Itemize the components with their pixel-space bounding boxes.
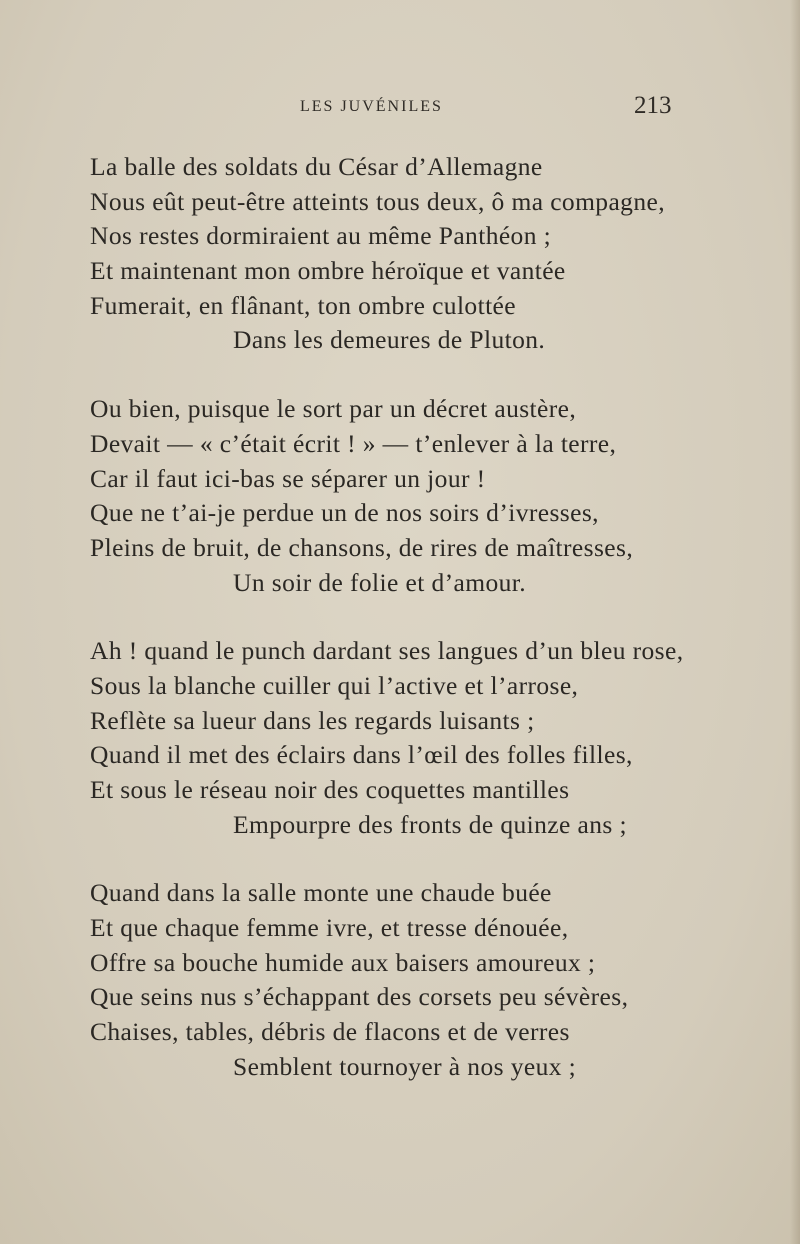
verse-line: Sous la blanche cuiller qui l’active et l’arrose, (90, 670, 579, 700)
verse-line: Chaises, tables, débris de flacons et de verres (90, 1017, 570, 1047)
verse-line: Devait — « c’était écrit ! » — t’enlever à la terre, (90, 428, 617, 458)
verse-line: Ou bien, puisque le sort par un décret austère, (90, 394, 577, 424)
verse-line: Ah ! quand le punch dardant ses langues d’un bleu rose, (90, 636, 684, 666)
verse-line: Quand il met des éclairs dans l’œil des folles filles, (90, 740, 633, 770)
verse-line-indented: Dans les demeures de Pluton. (233, 325, 546, 355)
verse-line-indented: Empourpre des fronts de quinze ans ; (233, 809, 627, 839)
running-title: LES JUVÉNILES (300, 98, 443, 115)
verse-line: Que ne t’ai-je perdue un de nos soirs d’ivresses, (90, 498, 599, 528)
verse-line: Offre sa bouche humide aux baisers amoureux ; (90, 947, 596, 977)
verse-line: Nous eût peut-être atteints tous deux, ô ma compagne, (90, 186, 665, 216)
verse-line: Fumerait, en flânant, ton ombre culottée (90, 290, 516, 320)
verse-line: Que seins nus s’échappant des corsets peu sévères, (90, 982, 629, 1012)
page-number: 213 (634, 92, 672, 119)
verse-line: Et maintenant mon ombre héroïque et vantée (90, 256, 566, 286)
verse-line: Et que chaque femme ivre, et tresse dénouée, (90, 913, 569, 943)
verse-line: Pleins de bruit, de chansons, de rires de maîtresses, (90, 532, 634, 562)
verse-line: Quand dans la salle monte une chaude buée (90, 878, 552, 908)
stanza (90, 150, 770, 358)
verse-line: La balle des soldats du César d’Allemagne (90, 152, 543, 181)
verse-line-indented: Semblent tournoyer à nos yeux ; (233, 1051, 577, 1081)
stanza (90, 392, 770, 600)
verse-line: Car il faut ici-bas se séparer un jour ! (90, 463, 486, 493)
stanza (90, 634, 770, 842)
poem (90, 150, 770, 1119)
verse-line: Et sous le réseau noir des coquettes mantilles (90, 775, 570, 804)
stanza (90, 876, 770, 1084)
page-edge-shadow (790, 0, 800, 1244)
verse-line: Reflète sa lueur dans les regards luisants ; (90, 705, 535, 735)
verse-line-indented: Un soir de folie et d’amour. (233, 567, 527, 597)
verse-line: Nos restes dormiraient au même Panthéon ; (90, 221, 552, 251)
